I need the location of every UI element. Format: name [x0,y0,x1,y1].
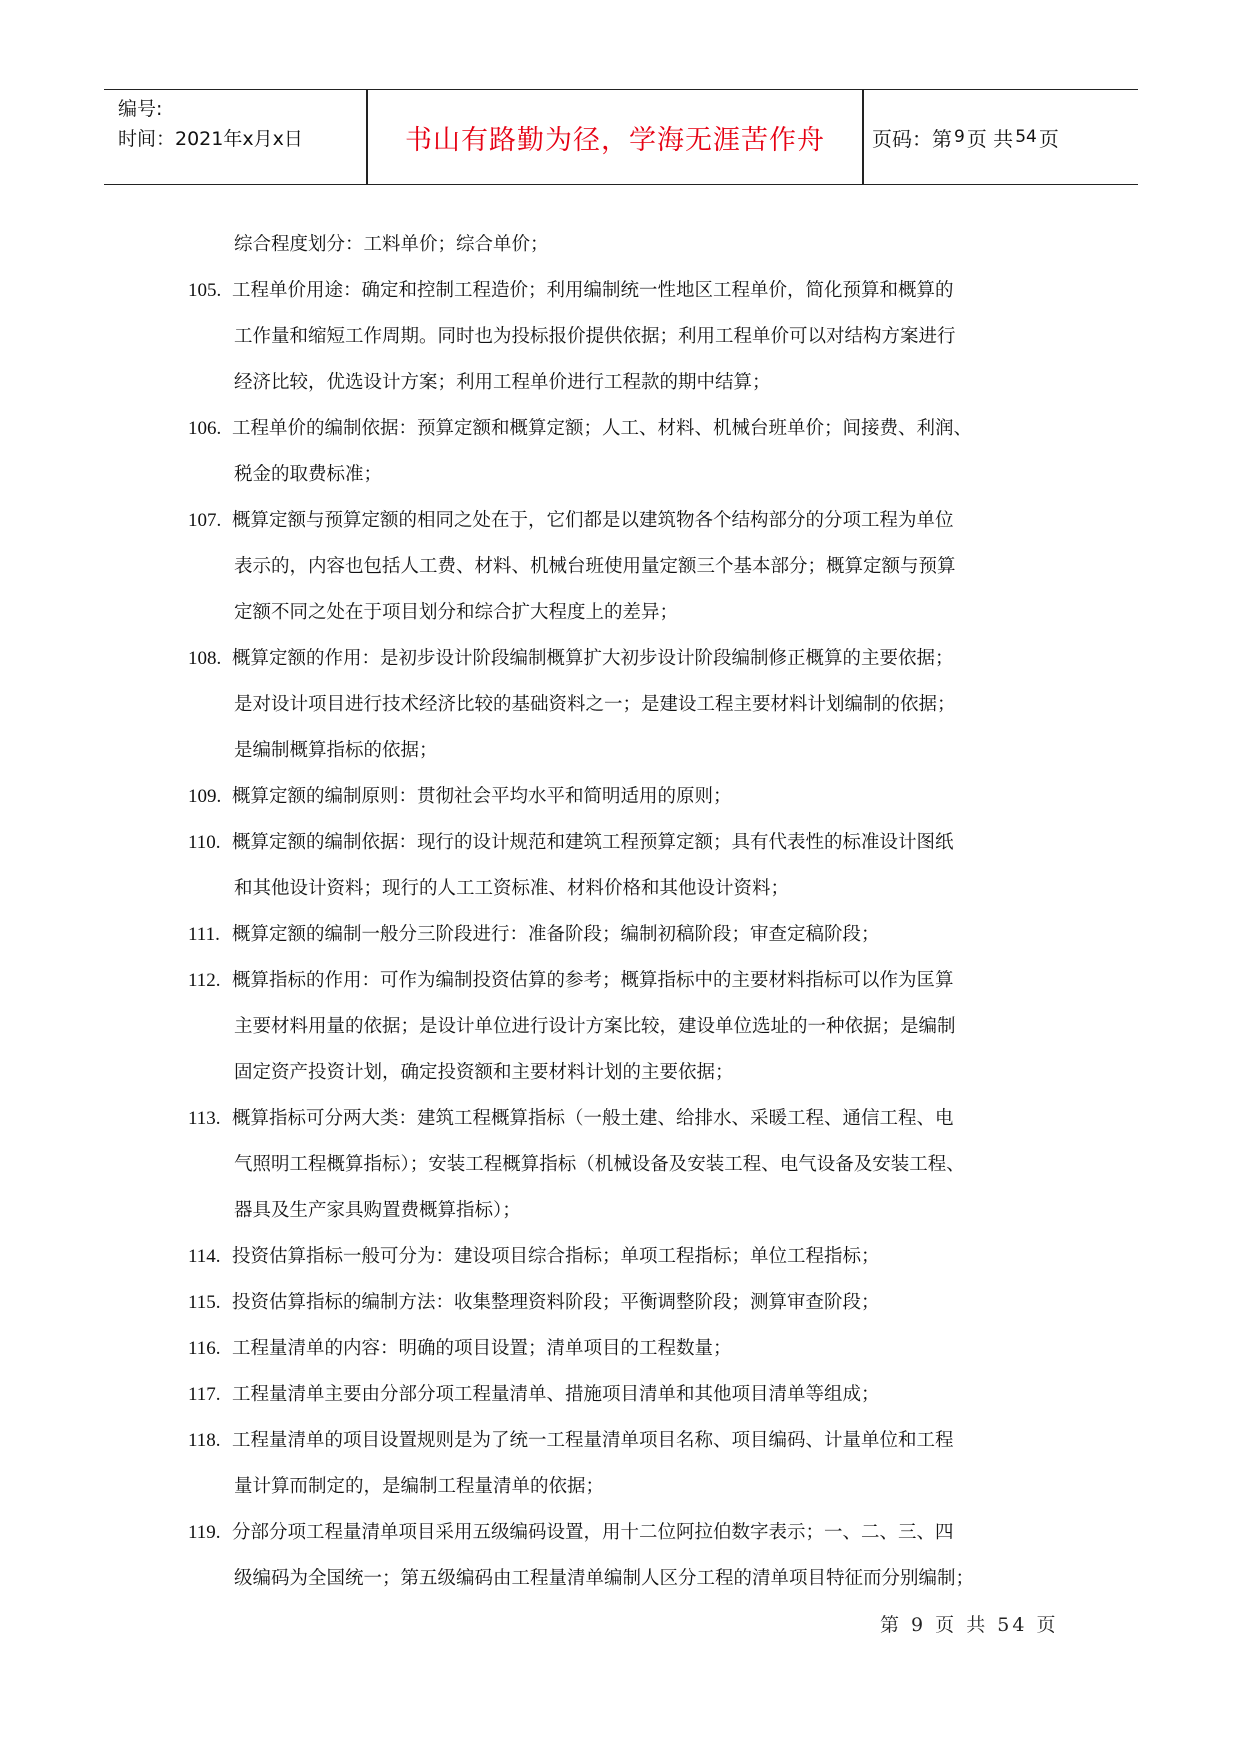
item-text: 工程量清单的项目设置规则是为了统一工程量清单项目名称、项目编码、计量单位和工程 [232,1430,954,1451]
text-line [188,268,1068,314]
item-number: 105. [188,280,222,301]
item-text: 是对设计项目进行技术经济比较的基础资料之一；是建设工程主要材料计划编制的依据； [234,694,956,715]
item-text: 概算定额的编制原则：贯彻社会平均水平和简明适用的原则； [232,786,732,807]
text-line [188,1372,1068,1418]
item-text: 和其他设计资料；现行的人工工资标准、材料价格和其他设计资料； [234,878,790,899]
header-page-info [872,90,1059,184]
header-divider-right [862,90,864,184]
text-line [188,728,1068,774]
item-text: 税金的取费标准； [234,464,383,485]
text-line [188,636,1068,682]
text-line [188,958,1068,1004]
text-line [188,912,1068,958]
item-number: 116. [188,1338,221,1359]
page-suffix: 页 [1038,126,1059,151]
page-total: 54 [1015,127,1037,147]
text-line [188,866,1068,912]
item-text: 工程单价的编制依据：预算定额和概算定额；人工、材料、机械台班单价；间接费、利润、 [232,418,973,439]
header-meta [118,94,303,154]
text-line [188,1326,1068,1372]
page-mid: 页 共 [966,126,1014,151]
item-text: 表示的，内容也包括人工费、材料、机械台班使用量定额三个基本部分；概算定额与预算 [234,556,956,577]
item-text: 概算定额的编制依据：现行的设计规范和建筑工程预算定额；具有代表性的标准设计图纸 [232,832,954,853]
text-line [188,1004,1068,1050]
item-text: 主要材料用量的依据；是设计单位进行设计方案比较，建设单位选址的一种依据；是编制 [234,1016,956,1037]
page-prefix: 页码：第 [872,126,952,151]
item-text: 概算定额与预算定额的相同之处在于，它们都是以建筑物各个结构部分的分项工程为单位 [232,510,954,531]
text-line [188,1234,1068,1280]
text-line [188,360,1068,406]
item-text: 是编制概算指标的依据； [234,740,438,761]
text-line [188,406,1068,452]
item-number: 106. [188,418,222,439]
header-motto: 书山有路勤为径，学海无涯苦作舟 [405,124,825,156]
text-line [188,544,1068,590]
item-number: 111. [188,924,220,945]
item-text: 概算定额的编制一般分三阶段进行：准备阶段；编制初稿阶段；审查定稿阶段； [232,924,880,945]
header-divider-left [366,90,368,184]
item-number: 110. [188,832,221,853]
item-text: 投资估算指标一般可分为：建设项目综合指标；单项工程指标；单位工程指标； [232,1246,880,1267]
item-text: 概算指标的作用：可作为编制投资估算的参考；概算指标中的主要材料指标可以作为匡算 [232,970,954,991]
item-text: 固定资产投资计划，确定投资额和主要材料计划的主要依据； [234,1062,734,1083]
item-number: 115. [188,1292,221,1313]
text-line [188,820,1068,866]
text-line [188,1556,1068,1602]
item-text: 投资估算指标的编制方法：收集整理资料阶段；平衡调整阶段；测算审查阶段； [232,1292,880,1313]
text-line [188,452,1068,498]
item-number: 107. [188,510,222,531]
text-line [188,1050,1068,1096]
item-text: 工程量清单主要由分部分项工程量清单、措施项目清单和其他项目清单等组成； [232,1384,880,1405]
item-text: 经济比较，优选设计方案；利用工程单价进行工程款的期中结算； [234,372,771,393]
text-line [188,1142,1068,1188]
item-number: 108. [188,648,222,669]
item-text: 定额不同之处在于项目划分和综合扩大程度上的差异； [234,602,679,623]
document-body [188,222,1068,1602]
item-text: 气照明工程概算指标）；安装工程概算指标（机械设备及安装工程、电气设备及安装工程、 [234,1154,965,1175]
text-line [188,682,1068,728]
item-number: 109. [188,786,222,807]
text-line [188,1464,1068,1510]
page-header [104,89,1138,185]
item-text: 分部分项工程量清单项目采用五级编码设置，用十二位阿拉伯数字表示；一、二、三、四 [232,1522,954,1543]
text-line [188,1096,1068,1142]
item-number: 113. [188,1108,221,1129]
text-line [188,1510,1068,1556]
item-text: 综合程度划分：工料单价；综合单价； [234,234,549,255]
item-number: 118. [188,1430,221,1451]
item-number: 117. [188,1384,221,1405]
item-number: 112. [188,970,221,991]
item-text: 概算指标可分两大类：建筑工程概算指标（一般土建、给排水、采暖工程、通信工程、电 [232,1108,954,1129]
item-number: 114. [188,1246,221,1267]
item-text: 概算定额的作用：是初步设计阶段编制概算扩大初步设计阶段编制修正概算的主要依据； [232,648,954,669]
page-current: 9 [954,127,965,147]
page-footer: 第 9 页 共 54 页 [880,1614,1059,1636]
text-line [188,1418,1068,1464]
text-line [188,1188,1068,1234]
document-time: 时间：2021年x月x日 [118,128,303,150]
text-line [188,590,1068,636]
text-line [188,222,1068,268]
text-line [188,1280,1068,1326]
document-number-label: 编号: [118,98,163,120]
item-text: 工作量和缩短工作周期。同时也为投标报价提供依据；利用工程单价可以对结构方案进行 [234,326,956,347]
text-line [188,498,1068,544]
item-text: 量计算而制定的，是编制工程量清单的依据； [234,1476,605,1497]
item-text: 工程量清单的内容：明确的项目设置；清单项目的工程数量； [232,1338,732,1359]
text-line [188,314,1068,360]
item-text: 器具及生产家具购置费概算指标）； [234,1200,521,1221]
item-text: 级编码为全国统一；第五级编码由工程量清单编制人区分工程的清单项目特征而分别编制； [234,1568,975,1589]
item-text: 工程单价用途：确定和控制工程造价；利用编制统一性地区工程单价，简化预算和概算的 [232,280,954,301]
text-line [188,774,1068,820]
item-number: 119. [188,1522,221,1543]
